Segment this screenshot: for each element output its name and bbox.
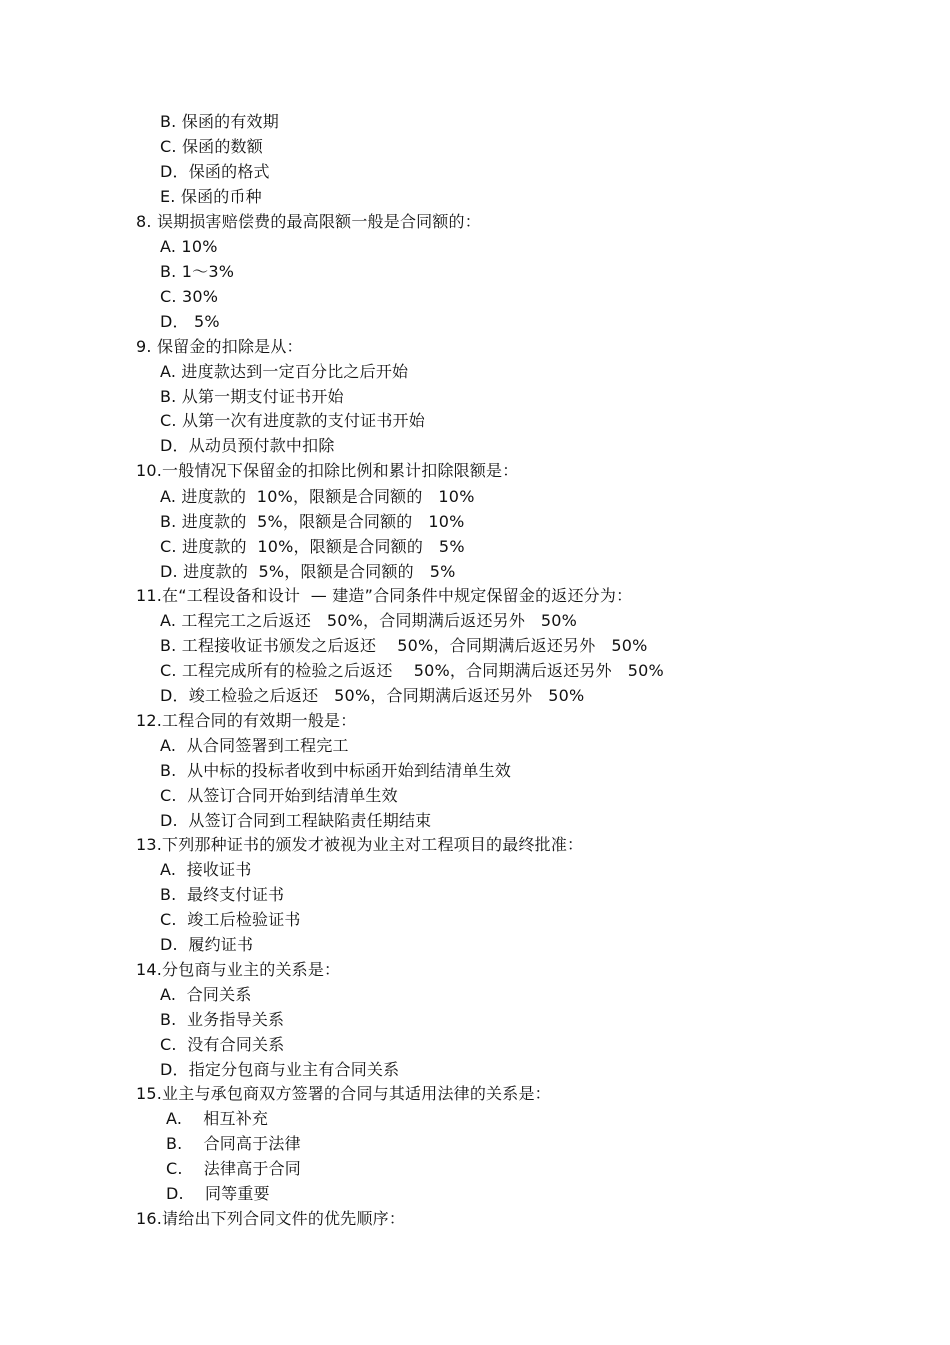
option-line: A. 从合同签署到工程完工 [160,736,349,755]
option-line: C. 工程完成所有的检验之后返还 50%，合同期满后返还另外 50% [160,661,664,680]
question-line: 10.一般情况下保留金的扣除比例和累计扣除限额是： [136,461,519,480]
option-line: A. 进度款达到一定百分比之后开始 [160,362,409,381]
option-line: C. 保函的数额 [160,137,263,156]
option-line: B. 工程接收证书颁发之后返还 50%，合同期满后返还另外 50% [160,636,648,655]
option-line: A. 相互补充 [166,1109,269,1128]
question-line: 11.在“工程设备和设计 — 建造”合同条件中规定保留金的返还分为： [136,586,633,605]
option-line: B. 业务指导关系 [160,1010,285,1029]
option-line: D．竣工检验之后返还 50%，合同期满后返还另外 50% [160,686,585,705]
option-line: A. 接收证书 [160,860,252,879]
question-line: 12.工程合同的有效期一般是： [136,711,357,730]
question-line: 13.下列那种证书的颁发才被视为业主对工程项目的最终批准： [136,835,584,854]
option-line: B. 从中标的投标者收到中标函开始到结清单生效 [160,761,512,780]
option-line: C. 法律高于合同 [166,1159,302,1178]
option-line: D. 进度款的 5%，限额是合同额的 5% [160,562,456,581]
option-line: C. 竣工后检验证书 [160,910,301,929]
option-line: D．从动员预付款中扣除 [160,436,335,455]
option-line: B. 合同高于法律 [166,1134,301,1153]
option-line: B. 最终支付证书 [160,885,285,904]
option-line: B. 进度款的 5%，限额是合同额的 10% [160,512,465,531]
option-line: A. 合同关系 [160,985,252,1004]
option-line: D． 5% [160,312,220,331]
option-line: E. 保函的币种 [160,187,262,206]
option-line: D. 同等重要 [166,1184,270,1203]
option-line: C. 没有合同关系 [160,1035,285,1054]
option-line: C. 从第一次有进度款的支付证书开始 [160,411,425,430]
option-line: A. 工程完工之后返还 50%，合同期满后返还另外 50% [160,611,578,630]
question-line: 14.分包商与业主的关系是： [136,960,341,979]
option-line: C. 30% [160,287,219,306]
option-line: D．保函的格式 [160,162,270,181]
question-line: 9. 保留金的扣除是从： [136,337,303,356]
option-line: A. 10% [160,237,218,256]
option-line: C. 进度款的 10%，限额是合同额的 5% [160,537,465,556]
option-line: B. 保函的有效期 [160,112,279,131]
option-line: D. 从签订合同到工程缺陷责任期结束 [160,811,432,830]
option-line: D．指定分包商与业主有合同关系 [160,1060,400,1079]
option-line: A. 进度款的 10%，限额是合同额的 10% [160,487,475,506]
option-line: D. 履约证书 [160,935,254,954]
question-line: 15.业主与承包商双方签署的合同与其适用法律的关系是： [136,1084,551,1103]
option-line: C. 从签订合同开始到结清单生效 [160,786,398,805]
option-line: B. 从第一期支付证书开始 [160,387,344,406]
question-line: 8. 误期损害赔偿费的最高限额一般是合同额的： [136,212,481,231]
question-line: 16.请给出下列合同文件的优先顺序： [136,1209,406,1228]
option-line: B. 1～3% [160,262,235,281]
